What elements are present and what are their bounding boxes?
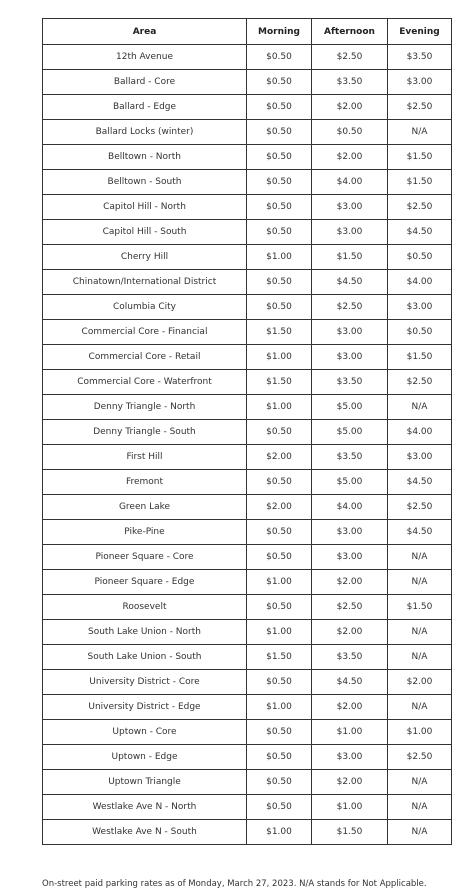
area-cell: Uptown - Edge — [43, 745, 247, 770]
evening-rate-cell: $3.50 — [388, 45, 452, 70]
afternoon-rate-cell: $3.50 — [312, 370, 388, 395]
table-row — [43, 320, 452, 345]
area-cell: Commercial Core - Financial — [43, 320, 247, 345]
area-cell: Cherry Hill — [43, 245, 247, 270]
morning-rate-cell: $1.00 — [247, 345, 312, 370]
header-area: Area — [43, 19, 247, 45]
evening-rate-cell: $1.50 — [388, 145, 452, 170]
area-cell: Capitol Hill - South — [43, 220, 247, 245]
afternoon-rate-cell: $5.00 — [312, 420, 388, 445]
evening-rate-cell: N/A — [388, 620, 452, 645]
area-cell: Ballard - Core — [43, 70, 247, 95]
table-row — [43, 70, 452, 95]
area-cell: Uptown Triangle — [43, 770, 247, 795]
evening-rate-cell: $3.00 — [388, 70, 452, 95]
evening-rate-cell: $2.50 — [388, 95, 452, 120]
morning-rate-cell: $0.50 — [247, 745, 312, 770]
table-row — [43, 420, 452, 445]
evening-rate-cell: N/A — [388, 645, 452, 670]
evening-rate-cell: $4.00 — [388, 420, 452, 445]
afternoon-rate-cell: $3.00 — [312, 220, 388, 245]
table-row — [43, 620, 452, 645]
afternoon-rate-cell: $4.50 — [312, 270, 388, 295]
area-cell: Ballard Locks (winter) — [43, 120, 247, 145]
morning-rate-cell: $0.50 — [247, 195, 312, 220]
evening-rate-cell: $2.50 — [388, 370, 452, 395]
afternoon-rate-cell: $2.50 — [312, 45, 388, 70]
area-cell: Denny Triangle - North — [43, 395, 247, 420]
table-row — [43, 670, 452, 695]
morning-rate-cell: $1.00 — [247, 620, 312, 645]
evening-rate-cell: N/A — [388, 820, 452, 845]
area-cell: Chinatown/International District — [43, 270, 247, 295]
afternoon-rate-cell: $2.00 — [312, 770, 388, 795]
morning-rate-cell: $1.50 — [247, 370, 312, 395]
morning-rate-cell: $0.50 — [247, 45, 312, 70]
morning-rate-cell: $0.50 — [247, 545, 312, 570]
header-evening: Evening — [388, 19, 452, 45]
area-cell: University District - Edge — [43, 695, 247, 720]
area-cell: Uptown - Core — [43, 720, 247, 745]
table-row — [43, 370, 452, 395]
area-cell: Pioneer Square - Edge — [43, 570, 247, 595]
afternoon-rate-cell: $2.00 — [312, 145, 388, 170]
evening-rate-cell: $1.50 — [388, 345, 452, 370]
afternoon-rate-cell: $3.00 — [312, 345, 388, 370]
area-cell: South Lake Union - North — [43, 620, 247, 645]
evening-rate-cell: N/A — [388, 545, 452, 570]
table-row — [43, 495, 452, 520]
evening-rate-cell: $4.50 — [388, 220, 452, 245]
area-cell: Roosevelt — [43, 595, 247, 620]
area-cell: Ballard - Edge — [43, 95, 247, 120]
afternoon-rate-cell: $2.50 — [312, 595, 388, 620]
evening-rate-cell: N/A — [388, 795, 452, 820]
table-row — [43, 770, 452, 795]
morning-rate-cell: $0.50 — [247, 595, 312, 620]
table-row — [43, 345, 452, 370]
morning-rate-cell: $0.50 — [247, 670, 312, 695]
evening-rate-cell: N/A — [388, 695, 452, 720]
table-row — [43, 95, 452, 120]
morning-rate-cell: $1.00 — [247, 695, 312, 720]
evening-rate-cell: N/A — [388, 770, 452, 795]
morning-rate-cell: $1.00 — [247, 570, 312, 595]
evening-rate-cell: $2.00 — [388, 670, 452, 695]
table-row — [43, 720, 452, 745]
morning-rate-cell: $0.50 — [247, 520, 312, 545]
table-row — [43, 520, 452, 545]
area-cell: Westlake Ave N - North — [43, 795, 247, 820]
evening-rate-cell: $1.50 — [388, 170, 452, 195]
table-row — [43, 270, 452, 295]
afternoon-rate-cell: $5.00 — [312, 470, 388, 495]
area-cell: Pioneer Square - Core — [43, 545, 247, 570]
afternoon-rate-cell: $1.50 — [312, 245, 388, 270]
morning-rate-cell: $0.50 — [247, 95, 312, 120]
table-row — [43, 45, 452, 70]
morning-rate-cell: $0.50 — [247, 420, 312, 445]
header-row — [43, 19, 452, 45]
morning-rate-cell: $0.50 — [247, 70, 312, 95]
table-row — [43, 145, 452, 170]
area-cell: Denny Triangle - South — [43, 420, 247, 445]
morning-rate-cell: $0.50 — [247, 295, 312, 320]
table-row — [43, 170, 452, 195]
area-cell: South Lake Union - South — [43, 645, 247, 670]
afternoon-rate-cell: $5.00 — [312, 395, 388, 420]
afternoon-rate-cell: $2.50 — [312, 295, 388, 320]
afternoon-rate-cell: $2.00 — [312, 95, 388, 120]
table-row — [43, 595, 452, 620]
table-body — [43, 45, 452, 845]
evening-rate-cell: $3.00 — [388, 295, 452, 320]
morning-rate-cell: $0.50 — [247, 220, 312, 245]
table-row — [43, 220, 452, 245]
evening-rate-cell: $0.50 — [388, 320, 452, 345]
table-row — [43, 545, 452, 570]
evening-rate-cell: $2.50 — [388, 745, 452, 770]
afternoon-rate-cell: $3.00 — [312, 195, 388, 220]
morning-rate-cell: $2.00 — [247, 495, 312, 520]
evening-rate-cell: $4.50 — [388, 520, 452, 545]
morning-rate-cell: $1.00 — [247, 245, 312, 270]
area-cell: Belltown - North — [43, 145, 247, 170]
afternoon-rate-cell: $2.00 — [312, 695, 388, 720]
evening-rate-cell: $4.50 — [388, 470, 452, 495]
table-row — [43, 795, 452, 820]
afternoon-rate-cell: $3.00 — [312, 520, 388, 545]
afternoon-rate-cell: $4.00 — [312, 495, 388, 520]
morning-rate-cell: $1.50 — [247, 645, 312, 670]
table-header — [43, 19, 452, 45]
area-cell: First Hill — [43, 445, 247, 470]
table-row — [43, 445, 452, 470]
area-cell: Westlake Ave N - South — [43, 820, 247, 845]
evening-rate-cell: $4.00 — [388, 270, 452, 295]
afternoon-rate-cell: $3.50 — [312, 445, 388, 470]
afternoon-rate-cell: $4.00 — [312, 170, 388, 195]
table-row — [43, 570, 452, 595]
area-cell: Commercial Core - Waterfront — [43, 370, 247, 395]
evening-rate-cell: $0.50 — [388, 245, 452, 270]
morning-rate-cell: $0.50 — [247, 795, 312, 820]
morning-rate-cell: $1.00 — [247, 395, 312, 420]
table-row — [43, 120, 452, 145]
area-cell: Columbia City — [43, 295, 247, 320]
morning-rate-cell: $0.50 — [247, 145, 312, 170]
table-row — [43, 395, 452, 420]
morning-rate-cell: $2.00 — [247, 445, 312, 470]
afternoon-rate-cell: $3.50 — [312, 70, 388, 95]
area-cell: Pike-Pine — [43, 520, 247, 545]
table-row — [43, 745, 452, 770]
afternoon-rate-cell: $3.00 — [312, 545, 388, 570]
evening-rate-cell: $2.50 — [388, 195, 452, 220]
morning-rate-cell: $1.00 — [247, 820, 312, 845]
evening-rate-cell: $1.00 — [388, 720, 452, 745]
morning-rate-cell: $0.50 — [247, 170, 312, 195]
afternoon-rate-cell: $2.00 — [312, 620, 388, 645]
morning-rate-cell: $0.50 — [247, 270, 312, 295]
table-row — [43, 820, 452, 845]
afternoon-rate-cell: $3.50 — [312, 645, 388, 670]
area-cell: Fremont — [43, 470, 247, 495]
evening-rate-cell: N/A — [388, 570, 452, 595]
morning-rate-cell: $0.50 — [247, 120, 312, 145]
afternoon-rate-cell: $1.00 — [312, 795, 388, 820]
evening-rate-cell: $3.00 — [388, 445, 452, 470]
table-row — [43, 245, 452, 270]
header-afternoon: Afternoon — [312, 19, 388, 45]
parking-rates-table — [42, 18, 452, 845]
evening-rate-cell: N/A — [388, 395, 452, 420]
afternoon-rate-cell: $4.50 — [312, 670, 388, 695]
afternoon-rate-cell: $1.50 — [312, 820, 388, 845]
morning-rate-cell: $0.50 — [247, 470, 312, 495]
table-row — [43, 470, 452, 495]
area-cell: University District - Core — [43, 670, 247, 695]
afternoon-rate-cell: $3.00 — [312, 745, 388, 770]
afternoon-rate-cell: $3.00 — [312, 320, 388, 345]
header-morning: Morning — [247, 19, 312, 45]
evening-rate-cell: N/A — [388, 120, 452, 145]
evening-rate-cell: $2.50 — [388, 495, 452, 520]
table-caption: On-street paid parking rates as of Monday, March 27, 2023. N/A stands for Not Applicable. — [42, 879, 427, 889]
area-cell: Capitol Hill - North — [43, 195, 247, 220]
afternoon-rate-cell: $1.00 — [312, 720, 388, 745]
afternoon-rate-cell: $2.00 — [312, 570, 388, 595]
morning-rate-cell: $1.50 — [247, 320, 312, 345]
table-row — [43, 695, 452, 720]
morning-rate-cell: $0.50 — [247, 720, 312, 745]
area-cell: Belltown - South — [43, 170, 247, 195]
area-cell: Green Lake — [43, 495, 247, 520]
evening-rate-cell: $1.50 — [388, 595, 452, 620]
area-cell: Commercial Core - Retail — [43, 345, 247, 370]
table-row — [43, 195, 452, 220]
table-row — [43, 295, 452, 320]
morning-rate-cell: $0.50 — [247, 770, 312, 795]
afternoon-rate-cell: $0.50 — [312, 120, 388, 145]
table-row — [43, 645, 452, 670]
area-cell: 12th Avenue — [43, 45, 247, 70]
